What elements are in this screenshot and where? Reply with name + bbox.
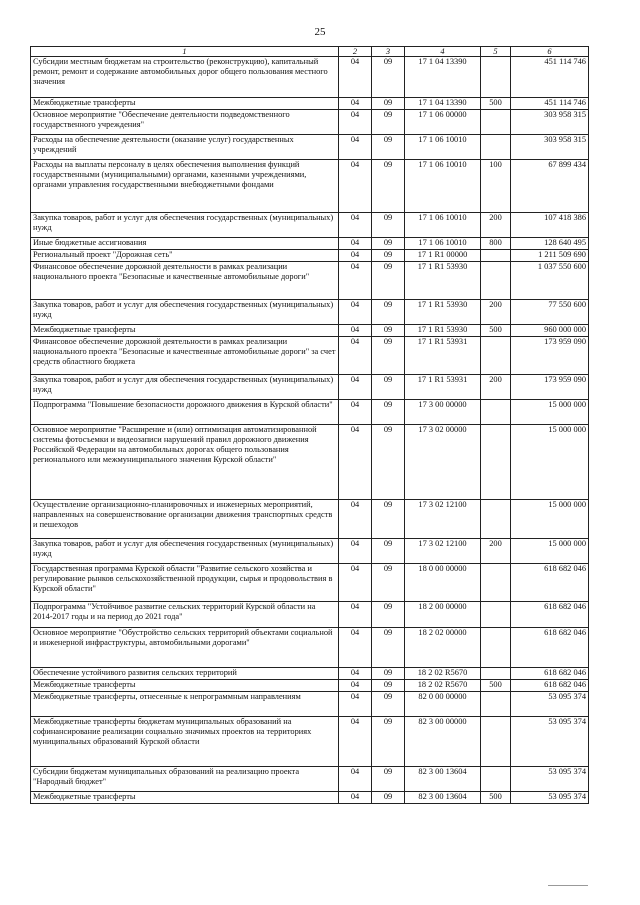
rz-cell: 04 xyxy=(339,135,372,160)
vr-cell xyxy=(481,425,511,500)
table-row xyxy=(31,602,589,628)
rz-cell: 04 xyxy=(339,262,372,300)
row-name-cell: Обеспечение устойчивого развития сельских территорий xyxy=(31,668,339,680)
vr-cell: 500 xyxy=(481,792,511,804)
csr-cell: 17 1 04 13390 xyxy=(405,98,481,110)
csr-cell: 17 1 R1 53931 xyxy=(405,375,481,400)
csr-cell: 17 1 06 10010 xyxy=(405,135,481,160)
sum-cell: 128 640 495 xyxy=(511,238,589,250)
vr-cell: 200 xyxy=(481,539,511,564)
header-cell: 6 xyxy=(511,47,589,57)
row-name-cell: Иные бюджетные ассигнования xyxy=(31,238,339,250)
csr-cell: 17 1 R1 00000 xyxy=(405,250,481,262)
vr-cell: 200 xyxy=(481,375,511,400)
sum-cell: 451 114 746 xyxy=(511,57,589,98)
rz-cell: 04 xyxy=(339,300,372,325)
sum-cell: 15 000 000 xyxy=(511,400,589,425)
rz-cell: 04 xyxy=(339,98,372,110)
csr-cell: 17 1 R1 53930 xyxy=(405,300,481,325)
rz-cell: 04 xyxy=(339,425,372,500)
vr-cell xyxy=(481,500,511,539)
pr-cell: 09 xyxy=(372,57,405,98)
row-name-cell: Межбюджетные трансферты xyxy=(31,98,339,110)
page-number: 25 xyxy=(314,26,326,38)
rz-cell: 04 xyxy=(339,375,372,400)
header-cell: 5 xyxy=(481,47,511,57)
row-name-cell: Расходы на выплаты персоналу в целях обеспечения выполнения функций государственными (муниципальными) органами, казенными учреждениями, органами управления государственными внебюджетными фондами xyxy=(31,160,339,213)
pr-cell: 09 xyxy=(372,717,405,767)
table-row xyxy=(31,213,589,238)
table-row xyxy=(31,375,589,400)
pr-cell: 09 xyxy=(372,500,405,539)
table-row xyxy=(31,337,589,375)
sum-cell: 618 682 046 xyxy=(511,628,589,668)
vr-cell xyxy=(481,262,511,300)
vr-cell: 200 xyxy=(481,300,511,325)
vr-cell: 500 xyxy=(481,680,511,692)
table-row xyxy=(31,500,589,539)
sum-cell: 303 958 315 xyxy=(511,135,589,160)
table-row xyxy=(31,425,589,500)
pr-cell: 09 xyxy=(372,300,405,325)
vr-cell: 200 xyxy=(481,213,511,238)
sum-cell: 107 418 386 xyxy=(511,213,589,238)
sum-cell: 15 000 000 xyxy=(511,539,589,564)
row-name-cell: Основное мероприятие "Обеспечение деятельности подведомственного государственного учреждения" xyxy=(31,110,339,135)
vr-cell xyxy=(481,692,511,717)
rz-cell: 04 xyxy=(339,717,372,767)
pr-cell: 09 xyxy=(372,792,405,804)
pr-cell: 09 xyxy=(372,539,405,564)
rz-cell: 04 xyxy=(339,792,372,804)
sum-cell: 77 550 600 xyxy=(511,300,589,325)
pr-cell: 09 xyxy=(372,160,405,213)
table-row xyxy=(31,110,589,135)
csr-cell: 17 3 02 12100 xyxy=(405,539,481,564)
csr-cell: 17 3 00 00000 xyxy=(405,400,481,425)
csr-cell: 17 1 06 10010 xyxy=(405,213,481,238)
table-row xyxy=(31,98,589,110)
pr-cell: 09 xyxy=(372,337,405,375)
sum-cell: 618 682 046 xyxy=(511,668,589,680)
pr-cell: 09 xyxy=(372,213,405,238)
row-name-cell: Закупка товаров, работ и услуг для обеспечения государственных (муниципальных) нужд xyxy=(31,300,339,325)
vr-cell xyxy=(481,400,511,425)
table-header-row xyxy=(31,47,589,57)
table-row xyxy=(31,717,589,767)
pr-cell: 09 xyxy=(372,98,405,110)
csr-cell: 17 3 02 12100 xyxy=(405,500,481,539)
rz-cell: 04 xyxy=(339,668,372,680)
vr-cell xyxy=(481,564,511,602)
row-name-cell: Межбюджетные трансферты, отнесенные к непрограммным направлениям xyxy=(31,692,339,717)
vr-cell xyxy=(481,135,511,160)
table-row xyxy=(31,325,589,337)
csr-cell: 17 1 R1 53930 xyxy=(405,262,481,300)
pr-cell: 09 xyxy=(372,767,405,792)
vr-cell xyxy=(481,250,511,262)
table-row xyxy=(31,300,589,325)
vr-cell xyxy=(481,602,511,628)
csr-cell: 82 3 00 13604 xyxy=(405,792,481,804)
rz-cell: 04 xyxy=(339,400,372,425)
table-row xyxy=(31,692,589,717)
rz-cell: 04 xyxy=(339,767,372,792)
rz-cell: 04 xyxy=(339,564,372,602)
rz-cell: 04 xyxy=(339,250,372,262)
row-name-cell: Основное мероприятие "Обустройство сельских территорий объектами социальной и инженерной инфраструктуры, автомобильными дорогами" xyxy=(31,628,339,668)
budget-table xyxy=(30,46,589,804)
row-name-cell: Закупка товаров, работ и услуг для обеспечения государственных (муниципальных) нужд xyxy=(31,213,339,238)
header-cell: 1 xyxy=(31,47,339,57)
row-name-cell: Межбюджетные трансферты бюджетам муниципальных образований на софинансирование реализации социально значимых проектов на территориях муниципальных образований Курской области xyxy=(31,717,339,767)
vr-cell: 800 xyxy=(481,238,511,250)
table-row xyxy=(31,628,589,668)
pr-cell: 09 xyxy=(372,135,405,160)
row-name-cell: Закупка товаров, работ и услуг для обеспечения государственных (муниципальных) нужд xyxy=(31,539,339,564)
table-row xyxy=(31,135,589,160)
csr-cell: 17 1 06 10010 xyxy=(405,238,481,250)
row-name-cell: Финансовое обеспечение дорожной деятельности в рамках реализации национального проекта "Безопасные и качественные автомобильные дороги" за счет средств областного бюджета xyxy=(31,337,339,375)
vr-cell xyxy=(481,628,511,668)
rz-cell: 04 xyxy=(339,680,372,692)
pr-cell: 09 xyxy=(372,325,405,337)
rz-cell: 04 xyxy=(339,110,372,135)
sum-cell: 67 899 434 xyxy=(511,160,589,213)
sum-cell: 53 095 374 xyxy=(511,692,589,717)
vr-cell: 100 xyxy=(481,160,511,213)
pr-cell: 09 xyxy=(372,680,405,692)
row-name-cell: Межбюджетные трансферты xyxy=(31,680,339,692)
table-row xyxy=(31,767,589,792)
sum-cell: 618 682 046 xyxy=(511,564,589,602)
csr-cell: 17 1 06 00000 xyxy=(405,110,481,135)
row-name-cell: Финансовое обеспечение дорожной деятельности в рамках реализации национального проекта "Безопасные и качественные автомобильные дороги" xyxy=(31,262,339,300)
vr-cell xyxy=(481,668,511,680)
row-name-cell: Подпрограмма "Повышение безопасности дорожного движения в Курской области" xyxy=(31,400,339,425)
rz-cell: 04 xyxy=(339,57,372,98)
csr-cell: 17 1 06 10010 xyxy=(405,160,481,213)
rz-cell: 04 xyxy=(339,238,372,250)
csr-cell: 18 2 02 00000 xyxy=(405,628,481,668)
table-row xyxy=(31,57,589,98)
sum-cell: 303 958 315 xyxy=(511,110,589,135)
pr-cell: 09 xyxy=(372,110,405,135)
vr-cell xyxy=(481,57,511,98)
csr-cell: 82 0 00 00000 xyxy=(405,692,481,717)
header-cell: 2 xyxy=(339,47,372,57)
sum-cell: 618 682 046 xyxy=(511,602,589,628)
sum-cell: 173 959 090 xyxy=(511,337,589,375)
table-row xyxy=(31,792,589,804)
table-row xyxy=(31,160,589,213)
row-name-cell: Субсидии бюджетам муниципальных образований на реализацию проекта "Народный бюджет" xyxy=(31,767,339,792)
table-row xyxy=(31,250,589,262)
sum-cell: 53 095 374 xyxy=(511,717,589,767)
table-row xyxy=(31,400,589,425)
pr-cell: 09 xyxy=(372,628,405,668)
table-row xyxy=(31,539,589,564)
row-name-cell: Региональный проект "Дорожная сеть" xyxy=(31,250,339,262)
row-name-cell: Государственная программа Курской области "Развитие сельского хозяйства и регулирование рынков сельскохозяйственной продукции, сырья и продовольствия в Курской области" xyxy=(31,564,339,602)
table-row xyxy=(31,668,589,680)
row-name-cell: Расходы на обеспечение деятельности (оказание услуг) государственных учреждений xyxy=(31,135,339,160)
sum-cell: 53 095 374 xyxy=(511,767,589,792)
sum-cell: 53 095 374 xyxy=(511,792,589,804)
header-cell: 4 xyxy=(405,47,481,57)
vr-cell xyxy=(481,110,511,135)
csr-cell: 82 3 00 13604 xyxy=(405,767,481,792)
row-name-cell: Межбюджетные трансферты xyxy=(31,325,339,337)
pr-cell: 09 xyxy=(372,668,405,680)
rz-cell: 04 xyxy=(339,325,372,337)
rz-cell: 04 xyxy=(339,500,372,539)
rz-cell: 04 xyxy=(339,692,372,717)
csr-cell: 17 1 04 13390 xyxy=(405,57,481,98)
vr-cell xyxy=(481,767,511,792)
row-name-cell: Основное мероприятие "Расширение и (или) оптимизация автоматизированной системы фотосъемки и видеозаписи нарушений правил дорожного движения Российской Федерации на автомобильных дорогах общего пользования регионального или межмуниципального значения Курской области" xyxy=(31,425,339,500)
csr-cell: 18 2 02 R5670 xyxy=(405,680,481,692)
table-row xyxy=(31,262,589,300)
pr-cell: 09 xyxy=(372,400,405,425)
row-name-cell: Субсидии местным бюджетам на строительство (реконструкцию), капитальный ремонт, ремонт и содержание автомобильных дорог общего пользования местного значения xyxy=(31,57,339,98)
csr-cell: 18 0 00 00000 xyxy=(405,564,481,602)
table-row xyxy=(31,564,589,602)
pr-cell: 09 xyxy=(372,602,405,628)
csr-cell: 17 1 R1 53930 xyxy=(405,325,481,337)
pr-cell: 09 xyxy=(372,238,405,250)
budget-table-body xyxy=(31,47,589,804)
header-cell: 3 xyxy=(372,47,405,57)
csr-cell: 17 3 02 00000 xyxy=(405,425,481,500)
vr-cell: 500 xyxy=(481,325,511,337)
pr-cell: 09 xyxy=(372,564,405,602)
row-name-cell: Закупка товаров, работ и услуг для обеспечения государственных (муниципальных) нужд xyxy=(31,375,339,400)
pr-cell: 09 xyxy=(372,250,405,262)
row-name-cell: Осуществление организационно-планировочных и инженерных мероприятий, направленных на совершенствование организации движения транспортных средств и пешеходов xyxy=(31,500,339,539)
sum-cell: 15 000 000 xyxy=(511,500,589,539)
csr-cell: 17 1 R1 53931 xyxy=(405,337,481,375)
rz-cell: 04 xyxy=(339,539,372,564)
pr-cell: 09 xyxy=(372,425,405,500)
sum-cell: 173 959 090 xyxy=(511,375,589,400)
csr-cell: 18 2 00 00000 xyxy=(405,602,481,628)
vr-cell: 500 xyxy=(481,98,511,110)
rz-cell: 04 xyxy=(339,213,372,238)
sum-cell: 618 682 046 xyxy=(511,680,589,692)
sum-cell: 1 037 550 600 xyxy=(511,262,589,300)
pr-cell: 09 xyxy=(372,692,405,717)
rz-cell: 04 xyxy=(339,337,372,375)
rz-cell: 04 xyxy=(339,602,372,628)
vr-cell xyxy=(481,337,511,375)
footer-rule xyxy=(548,885,588,886)
row-name-cell: Межбюджетные трансферты xyxy=(31,792,339,804)
sum-cell: 1 211 509 690 xyxy=(511,250,589,262)
sum-cell: 15 000 000 xyxy=(511,425,589,500)
sum-cell: 451 114 746 xyxy=(511,98,589,110)
row-name-cell: Подпрограмма "Устойчивое развитие сельских территорий Курской области на 2014-2017 годы и на период до 2021 года" xyxy=(31,602,339,628)
table-row xyxy=(31,238,589,250)
csr-cell: 82 3 00 00000 xyxy=(405,717,481,767)
rz-cell: 04 xyxy=(339,628,372,668)
vr-cell xyxy=(481,717,511,767)
csr-cell: 18 2 02 R5670 xyxy=(405,668,481,680)
pr-cell: 09 xyxy=(372,262,405,300)
rz-cell: 04 xyxy=(339,160,372,213)
sum-cell: 960 000 000 xyxy=(511,325,589,337)
table-row xyxy=(31,680,589,692)
pr-cell: 09 xyxy=(372,375,405,400)
